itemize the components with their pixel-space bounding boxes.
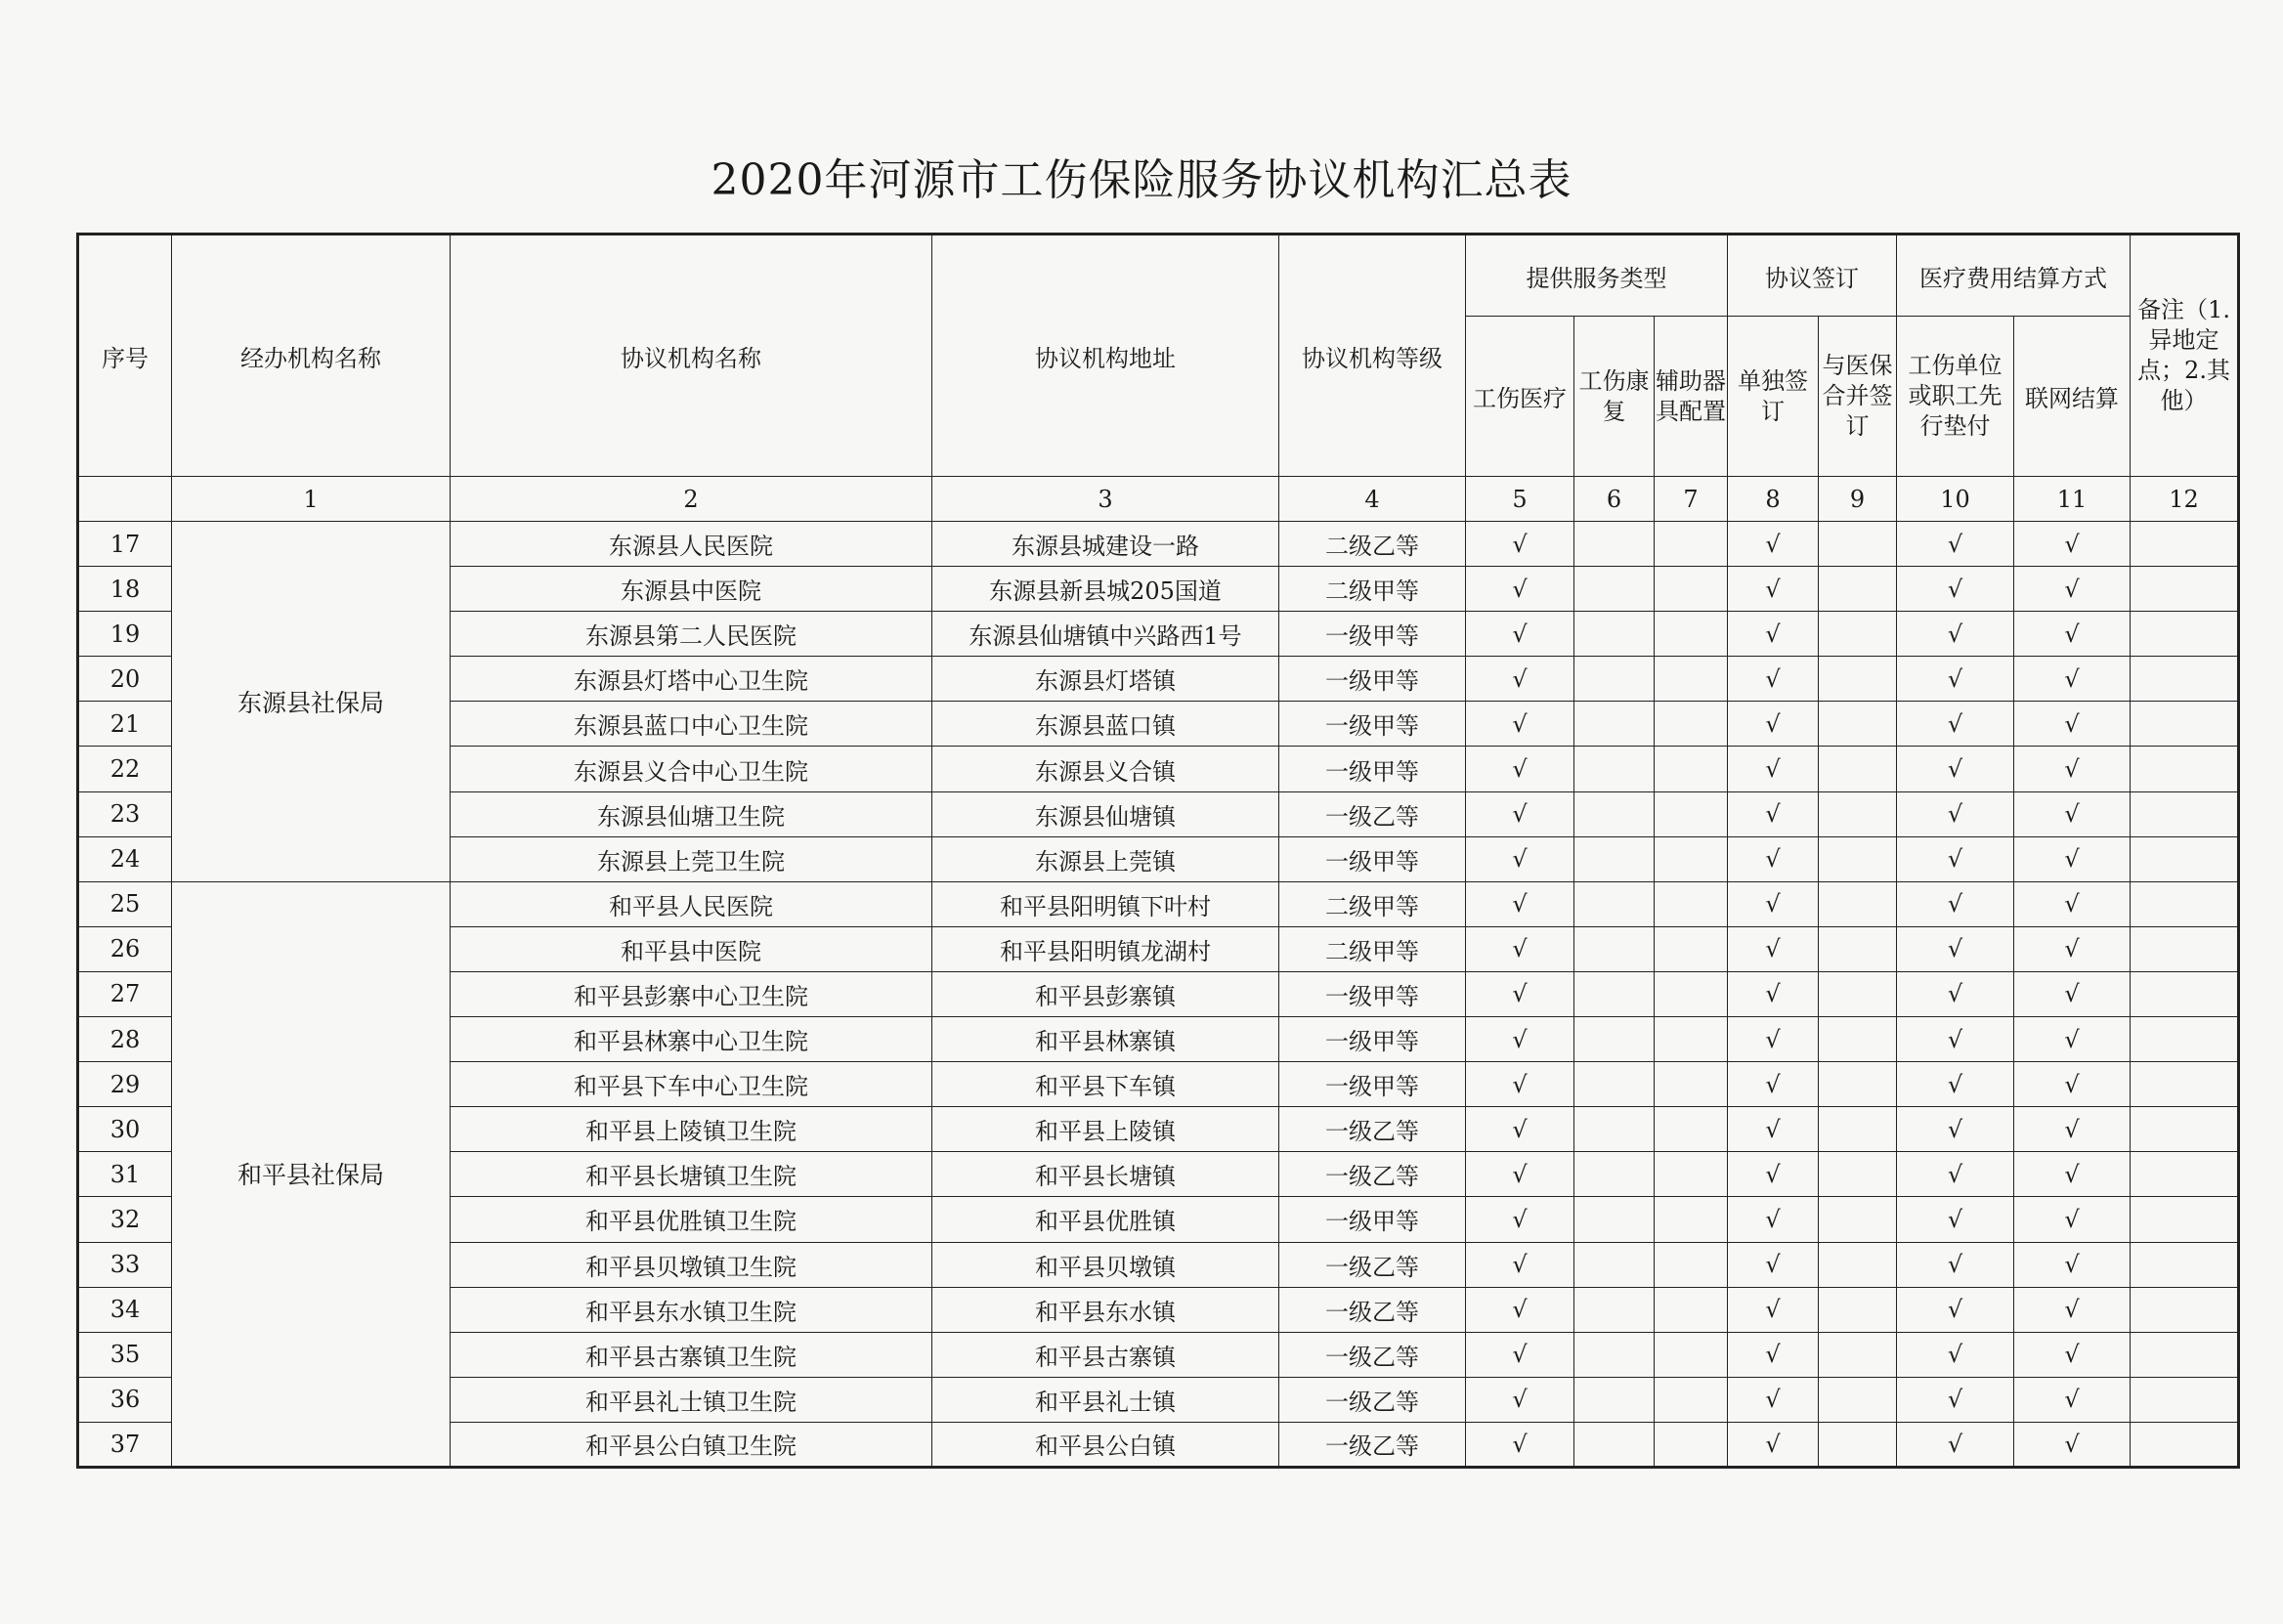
header-agency: 经办机构名称	[172, 235, 451, 477]
cell-aux	[1655, 1332, 1728, 1377]
check-single: √	[1728, 702, 1819, 747]
table-body	[78, 522, 2239, 1468]
cell-joint	[1819, 522, 1897, 567]
check-single: √	[1728, 1377, 1819, 1422]
check-single: √	[1728, 926, 1819, 971]
cell-remark	[2131, 1242, 2239, 1287]
check-single: √	[1728, 1422, 1819, 1467]
cell-aux	[1655, 1107, 1728, 1152]
check-single: √	[1728, 1197, 1819, 1242]
column-number: 1	[172, 477, 451, 522]
check-online: √	[2014, 836, 2131, 881]
cell-joint	[1819, 971, 1897, 1016]
row-number: 19	[78, 612, 172, 657]
check-online: √	[2014, 791, 2131, 836]
cell-remark	[2131, 1107, 2239, 1152]
cell-joint	[1819, 702, 1897, 747]
institution-name: 和平县公白镇卫生院	[451, 1422, 932, 1467]
institution-name: 东源县义合中心卫生院	[451, 747, 932, 791]
check-medical: √	[1466, 1287, 1574, 1332]
institution-level: 一级甲等	[1279, 1017, 1466, 1062]
institution-address: 东源县城建设一路	[932, 522, 1279, 567]
institution-address: 和平县林寨镇	[932, 1017, 1279, 1062]
check-single: √	[1728, 1062, 1819, 1107]
cell-remark	[2131, 702, 2239, 747]
check-online: √	[2014, 612, 2131, 657]
header-aux: 辅助器具配置	[1655, 317, 1728, 477]
table-row	[78, 522, 2239, 567]
header-rehab: 工伤康复	[1574, 317, 1655, 477]
institution-level: 一级甲等	[1279, 747, 1466, 791]
check-medical: √	[1466, 971, 1574, 1016]
cell-remark	[2131, 747, 2239, 791]
column-number-row	[78, 477, 2239, 522]
check-advance: √	[1897, 702, 2014, 747]
cell-joint	[1819, 1377, 1897, 1422]
check-online: √	[2014, 1422, 2131, 1467]
row-number: 28	[78, 1017, 172, 1062]
cell-rehab	[1574, 1062, 1655, 1107]
check-single: √	[1728, 1017, 1819, 1062]
check-online: √	[2014, 747, 2131, 791]
institution-name: 和平县礼士镇卫生院	[451, 1377, 932, 1422]
cell-joint	[1819, 567, 1897, 612]
column-number-blank	[78, 477, 172, 522]
check-single: √	[1728, 522, 1819, 567]
row-number: 18	[78, 567, 172, 612]
institution-name: 东源县仙塘卫生院	[451, 791, 932, 836]
institution-level: 一级甲等	[1279, 1197, 1466, 1242]
cell-aux	[1655, 702, 1728, 747]
check-advance: √	[1897, 926, 2014, 971]
cell-joint	[1819, 926, 1897, 971]
column-number: 12	[2131, 477, 2239, 522]
row-number: 34	[78, 1287, 172, 1332]
check-medical: √	[1466, 1242, 1574, 1287]
cell-remark	[2131, 1377, 2239, 1422]
cell-remark	[2131, 1332, 2239, 1377]
cell-remark	[2131, 1152, 2239, 1197]
institution-level: 一级甲等	[1279, 702, 1466, 747]
cell-aux	[1655, 971, 1728, 1016]
cell-rehab	[1574, 702, 1655, 747]
header-joint: 与医保合并签订	[1819, 317, 1897, 477]
column-number: 8	[1728, 477, 1819, 522]
header-level: 协议机构等级	[1279, 235, 1466, 477]
row-number: 37	[78, 1422, 172, 1467]
cell-joint	[1819, 1422, 1897, 1467]
column-number: 4	[1279, 477, 1466, 522]
institution-address: 和平县优胜镇	[932, 1197, 1279, 1242]
cell-remark	[2131, 926, 2239, 971]
institution-name: 和平县人民医院	[451, 881, 932, 926]
institution-name: 和平县下车中心卫生院	[451, 1062, 932, 1107]
check-online: √	[2014, 1332, 2131, 1377]
cell-joint	[1819, 1062, 1897, 1107]
check-advance: √	[1897, 657, 2014, 702]
page-title: 2020年河源市工伤保险服务协议机构汇总表	[711, 155, 1572, 205]
header-single: 单独签订	[1728, 317, 1819, 477]
institution-address: 东源县义合镇	[932, 747, 1279, 791]
cell-rehab	[1574, 926, 1655, 971]
institution-address: 和平县阳明镇下叶村	[932, 881, 1279, 926]
institution-address: 和平县上陵镇	[932, 1107, 1279, 1152]
header-seq: 序号	[78, 235, 172, 477]
row-number: 25	[78, 881, 172, 926]
institution-address: 和平县长塘镇	[932, 1152, 1279, 1197]
cell-rehab	[1574, 1107, 1655, 1152]
cell-remark	[2131, 612, 2239, 657]
check-single: √	[1728, 971, 1819, 1016]
row-number: 21	[78, 702, 172, 747]
row-number: 24	[78, 836, 172, 881]
institution-address: 东源县灯塔镇	[932, 657, 1279, 702]
cell-rehab	[1574, 1287, 1655, 1332]
institution-name: 东源县蓝口中心卫生院	[451, 702, 932, 747]
header-service-type: 提供服务类型	[1466, 235, 1728, 317]
check-advance: √	[1897, 1107, 2014, 1152]
cell-aux	[1655, 881, 1728, 926]
institution-level: 一级乙等	[1279, 791, 1466, 836]
institution-name: 东源县人民医院	[451, 522, 932, 567]
header-settlement: 医疗费用结算方式	[1897, 235, 2131, 317]
institution-address: 和平县下车镇	[932, 1062, 1279, 1107]
row-number: 33	[78, 1242, 172, 1287]
institution-level: 一级乙等	[1279, 1332, 1466, 1377]
institution-name: 东源县上莞卫生院	[451, 836, 932, 881]
cell-aux	[1655, 1152, 1728, 1197]
cell-rehab	[1574, 1422, 1655, 1467]
check-online: √	[2014, 1107, 2131, 1152]
check-online: √	[2014, 1017, 2131, 1062]
agency-name: 东源县社保局	[172, 522, 451, 882]
header-remark: 备注（1.异地定点；2.其他）	[2131, 235, 2239, 477]
cell-rehab	[1574, 1017, 1655, 1062]
cell-rehab	[1574, 836, 1655, 881]
check-medical: √	[1466, 522, 1574, 567]
check-medical: √	[1466, 926, 1574, 971]
cell-rehab	[1574, 1332, 1655, 1377]
check-advance: √	[1897, 1152, 2014, 1197]
cell-aux	[1655, 1377, 1728, 1422]
institution-level: 一级乙等	[1279, 1152, 1466, 1197]
institution-name: 东源县灯塔中心卫生院	[451, 657, 932, 702]
cell-rehab	[1574, 1242, 1655, 1287]
institution-level: 一级甲等	[1279, 657, 1466, 702]
row-number: 30	[78, 1107, 172, 1152]
cell-joint	[1819, 612, 1897, 657]
check-online: √	[2014, 971, 2131, 1016]
cell-aux	[1655, 612, 1728, 657]
cell-remark	[2131, 971, 2239, 1016]
row-number: 35	[78, 1332, 172, 1377]
cell-rehab	[1574, 971, 1655, 1016]
institution-level: 一级乙等	[1279, 1287, 1466, 1332]
institution-address: 和平县彭寨镇	[932, 971, 1279, 1016]
institution-level: 一级甲等	[1279, 836, 1466, 881]
institution-level: 二级甲等	[1279, 567, 1466, 612]
cell-rehab	[1574, 881, 1655, 926]
cell-remark	[2131, 567, 2239, 612]
cell-rehab	[1574, 1377, 1655, 1422]
cell-remark	[2131, 1197, 2239, 1242]
column-number: 10	[1897, 477, 2014, 522]
institution-address: 东源县仙塘镇中兴路西1号	[932, 612, 1279, 657]
summary-table	[76, 233, 2240, 1469]
cell-aux	[1655, 567, 1728, 612]
check-single: √	[1728, 567, 1819, 612]
institution-address: 和平县阳明镇龙湖村	[932, 926, 1279, 971]
institution-address: 东源县仙塘镇	[932, 791, 1279, 836]
cell-remark	[2131, 1062, 2239, 1107]
check-medical: √	[1466, 791, 1574, 836]
check-advance: √	[1897, 1332, 2014, 1377]
check-advance: √	[1897, 1422, 2014, 1467]
check-online: √	[2014, 1377, 2131, 1422]
column-number: 5	[1466, 477, 1574, 522]
cell-rehab	[1574, 1152, 1655, 1197]
check-online: √	[2014, 1152, 2131, 1197]
check-single: √	[1728, 1287, 1819, 1332]
institution-name: 东源县中医院	[451, 567, 932, 612]
check-online: √	[2014, 926, 2131, 971]
check-online: √	[2014, 1287, 2131, 1332]
cell-aux	[1655, 1062, 1728, 1107]
check-advance: √	[1897, 1377, 2014, 1422]
check-medical: √	[1466, 1197, 1574, 1242]
institution-level: 二级甲等	[1279, 926, 1466, 971]
check-online: √	[2014, 881, 2131, 926]
cell-joint	[1819, 1017, 1897, 1062]
check-single: √	[1728, 747, 1819, 791]
check-medical: √	[1466, 612, 1574, 657]
check-advance: √	[1897, 1287, 2014, 1332]
check-advance: √	[1897, 836, 2014, 881]
check-advance: √	[1897, 1197, 2014, 1242]
institution-name: 和平县中医院	[451, 926, 932, 971]
institution-address: 和平县礼士镇	[932, 1377, 1279, 1422]
check-single: √	[1728, 1242, 1819, 1287]
cell-rehab	[1574, 567, 1655, 612]
column-number: 9	[1819, 477, 1897, 522]
cell-joint	[1819, 747, 1897, 791]
row-number: 23	[78, 791, 172, 836]
check-medical: √	[1466, 881, 1574, 926]
check-medical: √	[1466, 657, 1574, 702]
cell-joint	[1819, 881, 1897, 926]
check-advance: √	[1897, 612, 2014, 657]
cell-rehab	[1574, 747, 1655, 791]
cell-rehab	[1574, 612, 1655, 657]
check-advance: √	[1897, 1062, 2014, 1107]
check-online: √	[2014, 1242, 2131, 1287]
institution-name: 和平县彭寨中心卫生院	[451, 971, 932, 1016]
institution-address: 和平县古寨镇	[932, 1332, 1279, 1377]
column-number: 2	[451, 477, 932, 522]
header-address: 协议机构地址	[932, 235, 1279, 477]
institution-level: 一级乙等	[1279, 1107, 1466, 1152]
institution-level: 一级甲等	[1279, 971, 1466, 1016]
agency-name: 和平县社保局	[172, 881, 451, 1467]
check-online: √	[2014, 1062, 2131, 1107]
cell-remark	[2131, 791, 2239, 836]
cell-aux	[1655, 791, 1728, 836]
institution-address: 和平县东水镇	[932, 1287, 1279, 1332]
cell-joint	[1819, 657, 1897, 702]
check-medical: √	[1466, 1377, 1574, 1422]
cell-remark	[2131, 1017, 2239, 1062]
row-number: 29	[78, 1062, 172, 1107]
check-advance: √	[1897, 971, 2014, 1016]
row-number: 22	[78, 747, 172, 791]
institution-address: 和平县公白镇	[932, 1422, 1279, 1467]
column-number: 7	[1655, 477, 1728, 522]
cell-aux	[1655, 836, 1728, 881]
cell-aux	[1655, 522, 1728, 567]
column-number: 6	[1574, 477, 1655, 522]
cell-joint	[1819, 1197, 1897, 1242]
institution-name: 和平县东水镇卫生院	[451, 1287, 932, 1332]
institution-level: 一级乙等	[1279, 1377, 1466, 1422]
cell-remark	[2131, 1287, 2239, 1332]
check-medical: √	[1466, 747, 1574, 791]
institution-name: 和平县林寨中心卫生院	[451, 1017, 932, 1062]
institution-level: 一级甲等	[1279, 612, 1466, 657]
check-single: √	[1728, 612, 1819, 657]
cell-remark	[2131, 836, 2239, 881]
cell-rehab	[1574, 791, 1655, 836]
check-medical: √	[1466, 1062, 1574, 1107]
check-advance: √	[1897, 567, 2014, 612]
check-advance: √	[1897, 747, 2014, 791]
institution-level: 二级甲等	[1279, 881, 1466, 926]
row-number: 26	[78, 926, 172, 971]
institution-address: 东源县蓝口镇	[932, 702, 1279, 747]
check-medical: √	[1466, 702, 1574, 747]
check-advance: √	[1897, 1017, 2014, 1062]
check-online: √	[2014, 567, 2131, 612]
column-number: 3	[932, 477, 1279, 522]
cell-aux	[1655, 747, 1728, 791]
cell-joint	[1819, 836, 1897, 881]
check-single: √	[1728, 1332, 1819, 1377]
table-header	[78, 235, 2239, 522]
institution-name: 和平县上陵镇卫生院	[451, 1107, 932, 1152]
check-advance: √	[1897, 881, 2014, 926]
check-medical: √	[1466, 1017, 1574, 1062]
institution-level: 一级乙等	[1279, 1242, 1466, 1287]
check-online: √	[2014, 1197, 2131, 1242]
cell-rehab	[1574, 657, 1655, 702]
row-number: 31	[78, 1152, 172, 1197]
check-single: √	[1728, 791, 1819, 836]
cell-joint	[1819, 791, 1897, 836]
check-single: √	[1728, 881, 1819, 926]
check-medical: √	[1466, 567, 1574, 612]
cell-remark	[2131, 522, 2239, 567]
check-advance: √	[1897, 1242, 2014, 1287]
check-single: √	[1728, 1107, 1819, 1152]
check-online: √	[2014, 702, 2131, 747]
column-number: 11	[2014, 477, 2131, 522]
cell-remark	[2131, 1422, 2239, 1467]
cell-rehab	[1574, 522, 1655, 567]
cell-joint	[1819, 1107, 1897, 1152]
check-medical: √	[1466, 1107, 1574, 1152]
institution-name: 和平县长塘镇卫生院	[451, 1152, 932, 1197]
institution-name: 东源县第二人民医院	[451, 612, 932, 657]
cell-remark	[2131, 657, 2239, 702]
check-advance: √	[1897, 522, 2014, 567]
check-medical: √	[1466, 1152, 1574, 1197]
cell-joint	[1819, 1242, 1897, 1287]
row-number: 17	[78, 522, 172, 567]
row-number: 36	[78, 1377, 172, 1422]
header-signing: 协议签订	[1728, 235, 1897, 317]
cell-aux	[1655, 1017, 1728, 1062]
check-medical: √	[1466, 1332, 1574, 1377]
cell-joint	[1819, 1152, 1897, 1197]
cell-aux	[1655, 1242, 1728, 1287]
cell-aux	[1655, 1287, 1728, 1332]
check-medical: √	[1466, 836, 1574, 881]
institution-name: 和平县古寨镇卫生院	[451, 1332, 932, 1377]
row-number: 27	[78, 971, 172, 1016]
row-number: 32	[78, 1197, 172, 1242]
check-single: √	[1728, 1152, 1819, 1197]
row-number: 20	[78, 657, 172, 702]
cell-aux	[1655, 657, 1728, 702]
institution-name: 和平县优胜镇卫生院	[451, 1197, 932, 1242]
check-advance: √	[1897, 791, 2014, 836]
header-institution: 协议机构名称	[451, 235, 932, 477]
check-single: √	[1728, 836, 1819, 881]
institution-name: 和平县贝墩镇卫生院	[451, 1242, 932, 1287]
cell-remark	[2131, 881, 2239, 926]
cell-aux	[1655, 926, 1728, 971]
institution-level: 一级甲等	[1279, 1062, 1466, 1107]
cell-joint	[1819, 1332, 1897, 1377]
institution-address: 东源县新县城205国道	[932, 567, 1279, 612]
header-advance: 工伤单位或职工先行垫付	[1897, 317, 2014, 477]
cell-aux	[1655, 1422, 1728, 1467]
cell-rehab	[1574, 1197, 1655, 1242]
header-online: 联网结算	[2014, 317, 2131, 477]
header-medical: 工伤医疗	[1466, 317, 1574, 477]
check-online: √	[2014, 657, 2131, 702]
institution-address: 和平县贝墩镇	[932, 1242, 1279, 1287]
cell-joint	[1819, 1287, 1897, 1332]
cell-aux	[1655, 1197, 1728, 1242]
institution-level: 二级乙等	[1279, 522, 1466, 567]
check-single: √	[1728, 657, 1819, 702]
check-online: √	[2014, 522, 2131, 567]
institution-level: 一级乙等	[1279, 1422, 1466, 1467]
check-medical: √	[1466, 1422, 1574, 1467]
table-row	[78, 881, 2239, 926]
institution-address: 东源县上莞镇	[932, 836, 1279, 881]
